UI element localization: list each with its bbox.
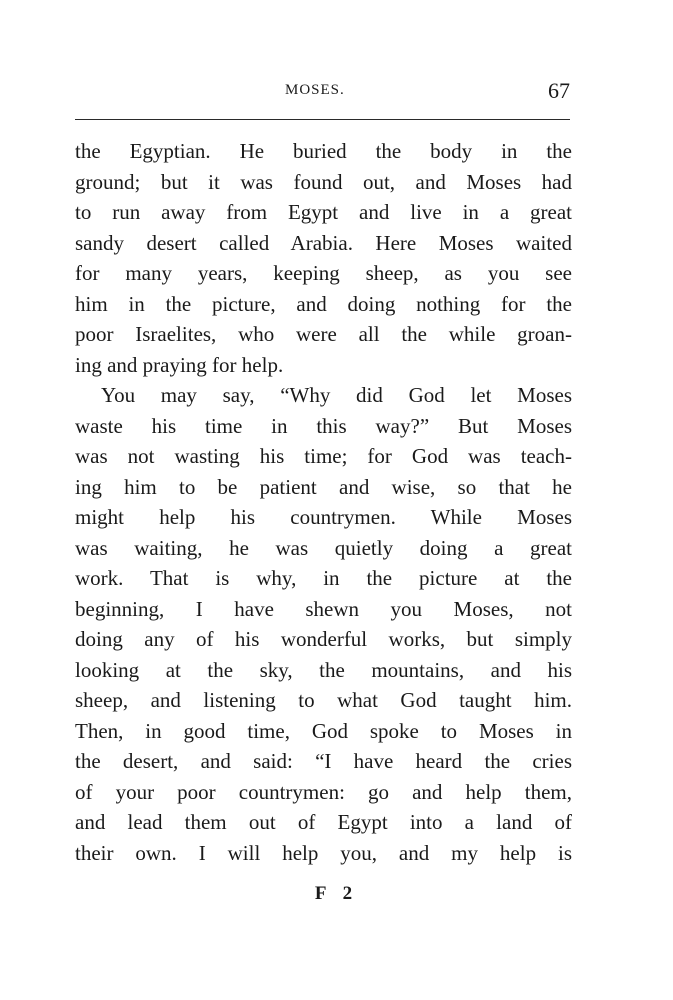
signature-mark: F 2 [314,883,359,904]
text-line: ground; but it was found out, and Moses had [75,169,572,194]
text-line: waste his time in this way?” But Moses [75,413,572,438]
text-line: looking at the sky, the mountains, and his [75,657,572,682]
text-line: him in the picture, and doing nothing for the [75,291,572,316]
text-line: poor Israelites, who were all the while groan- [75,322,572,346]
running-title: MOSES. [285,82,345,98]
header-rule [75,119,570,120]
text-line: sandy desert called Arabia. Here Moses waited [75,230,572,255]
text-line: of your poor countrymen: go and help them, [75,779,572,804]
text-line: was not wasting his time; for God was teach- [75,444,572,468]
page-number: 67 [548,78,570,103]
running-head [75,78,570,102]
text-line: their own. I will help you, and my help is [75,840,572,865]
text-line: You may say, “Why did God let Moses [101,383,572,407]
text-line: the Egyptian. He buried the body in the [75,139,572,163]
text-line: ing and praying for help. [75,352,284,377]
text-line: might help his countrymen. While Moses [75,505,572,529]
text-line: Then, in good time, God spoke to Moses in [75,718,572,743]
text-line: ing him to be patient and wise, so that he [75,474,572,499]
body-text [75,136,572,868]
text-line: to run away from Egypt and live in a great [75,200,572,224]
text-line: was waiting, he was quietly doing a great [75,535,572,560]
text-line: work. That is why, in the picture at the [75,566,572,590]
text-line: doing any of his wonderful works, but simply [75,627,572,651]
text-line: beginning, I have shewn you Moses, not [75,596,572,621]
text-line: sheep, and listening to what God taught him. [75,688,572,712]
text-line: for many years, keeping sheep, as you see [75,261,572,285]
text-line: the desert, and said: “I have heard the cries [75,749,572,773]
text-line: and lead them out of Egypt into a land of [75,810,572,834]
